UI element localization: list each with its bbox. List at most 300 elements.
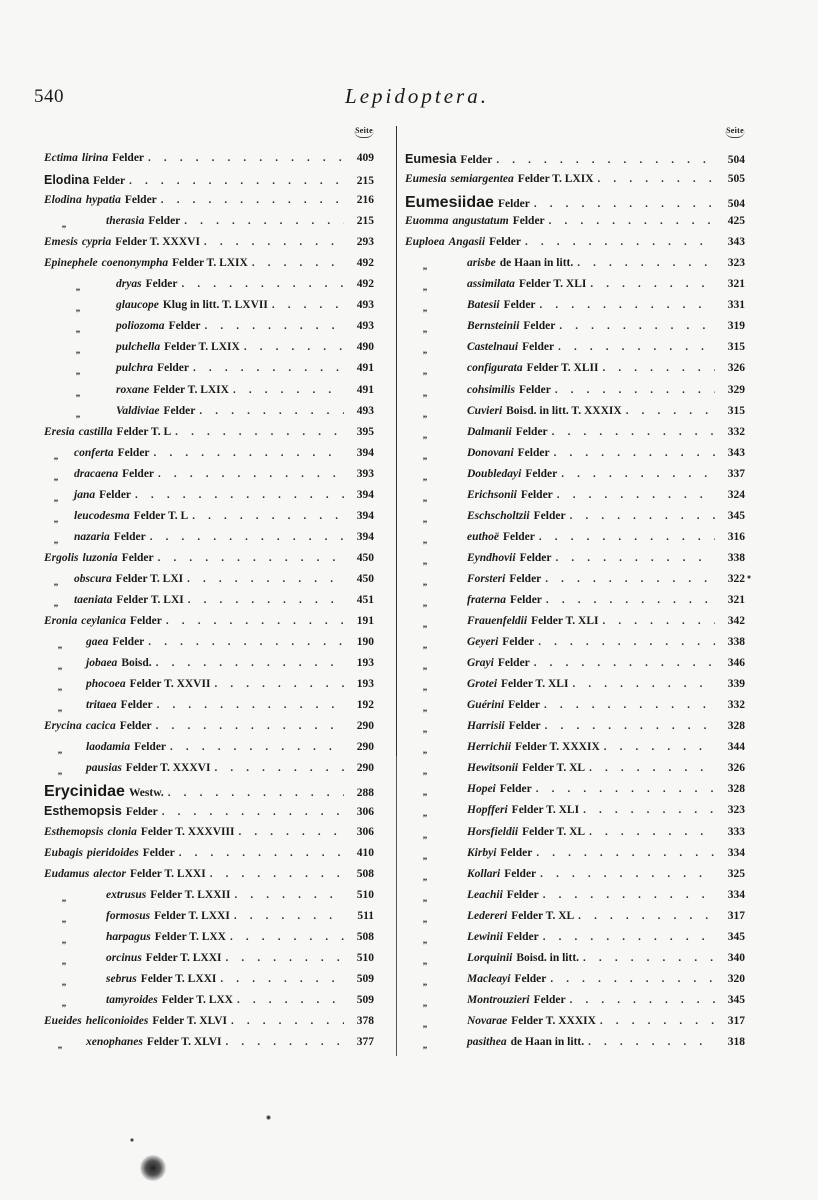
index-entry — [405, 468, 745, 489]
ditto-mark: „ — [53, 597, 59, 608]
ditto-mark: „ — [61, 913, 67, 924]
index-entry — [405, 826, 745, 847]
species-name: laodamia — [86, 741, 131, 754]
entry-label — [44, 320, 201, 335]
ditto-mark: „ — [422, 976, 428, 987]
species-name: Macleayi — [467, 972, 511, 985]
entry-label — [44, 447, 150, 459]
page-reference: 290 — [356, 720, 374, 733]
index-entry — [44, 215, 374, 236]
author-citation: Felder — [497, 198, 530, 211]
author-citation: Felder — [122, 467, 155, 480]
dot-leader — [154, 447, 344, 459]
index-entry — [44, 531, 374, 552]
page-reference: 409 — [356, 152, 374, 164]
entry-label — [405, 973, 546, 985]
dot-leader — [244, 341, 344, 353]
author-citation: Felder — [512, 215, 545, 228]
entry-label — [44, 678, 211, 693]
dot-leader — [214, 762, 344, 774]
index-entry — [44, 952, 374, 973]
index-entry — [44, 552, 374, 573]
dot-leader — [158, 552, 344, 564]
page-reference: 328 — [727, 720, 745, 733]
species-name: Forsteri — [467, 572, 506, 585]
ink-speck — [266, 1115, 271, 1120]
page-reference: 393 — [356, 467, 374, 480]
ditto-mark: „ — [61, 997, 67, 1008]
species-name: therasia — [106, 215, 145, 228]
author-citation: Felder — [503, 299, 536, 312]
page-reference: 492 — [356, 278, 374, 291]
ditto-mark: „ — [422, 850, 428, 861]
species-name: Angasii — [448, 236, 486, 249]
ditto-mark: „ — [422, 934, 428, 945]
page-reference: 319 — [727, 320, 745, 333]
author-citation: Felder T. LXXI — [140, 972, 217, 985]
dot-leader — [550, 973, 715, 985]
index-entry — [405, 447, 745, 468]
entry-label — [405, 531, 535, 543]
author-citation: Felder T. XLI — [501, 678, 569, 691]
entry-label — [405, 362, 599, 377]
genus-name: Eueides — [44, 1014, 82, 1027]
ditto-mark: „ — [75, 408, 81, 419]
index-entry — [44, 489, 374, 510]
species-name: harpagus — [106, 930, 151, 943]
author-citation: Felder — [145, 278, 178, 291]
author-citation: Felder T. XXXIX — [511, 1014, 596, 1027]
index-entry — [405, 910, 745, 931]
author-citation: Felder — [518, 383, 551, 396]
page-reference: 346 — [727, 657, 745, 670]
page-reference: 323 — [727, 804, 745, 817]
species-name: Donovani — [467, 446, 514, 459]
dot-leader — [552, 426, 715, 438]
page-reference: 326 — [727, 362, 745, 375]
index-entry — [44, 973, 374, 994]
index-entry — [44, 320, 374, 341]
entry-label — [44, 847, 175, 859]
index-entry — [405, 173, 745, 194]
dot-leader — [230, 931, 344, 943]
genus-name: Epinephele — [44, 257, 98, 270]
ditto-mark: „ — [422, 619, 428, 630]
entry-label — [44, 173, 125, 187]
page-reference: 493 — [356, 404, 374, 417]
dot-leader — [561, 468, 715, 480]
author-citation: Felder — [99, 488, 132, 501]
genus-name: Elodina — [44, 173, 90, 188]
entry-label — [405, 236, 521, 248]
entry-label — [405, 426, 548, 438]
entry-label — [405, 194, 530, 212]
page-reference: 377 — [356, 1035, 374, 1048]
author-citation: Boisd. — [121, 657, 152, 670]
ditto-mark: „ — [422, 745, 428, 756]
entry-label — [44, 994, 233, 1006]
author-citation: Felder — [142, 846, 175, 859]
entry-label — [405, 552, 552, 564]
ditto-mark: „ — [53, 471, 59, 482]
index-entry — [405, 489, 745, 510]
species-name: Novarae — [467, 1014, 508, 1027]
species-name: Guérini — [467, 699, 505, 712]
index-entry — [44, 741, 374, 762]
species-name: assimilata — [467, 278, 515, 291]
genus-name: Elodina — [44, 194, 82, 207]
species-name: Harrisii — [467, 720, 505, 733]
dot-leader — [496, 154, 715, 166]
ditto-mark: „ — [422, 787, 428, 798]
entry-label — [405, 636, 535, 651]
dot-leader — [540, 868, 715, 880]
index-entry — [44, 826, 374, 847]
entry-label — [44, 405, 195, 417]
species-name: jana — [74, 488, 96, 501]
entry-label — [405, 952, 579, 964]
index-entry — [44, 994, 374, 1015]
entry-label — [405, 215, 545, 227]
index-entry — [44, 594, 374, 615]
ditto-mark: „ — [422, 492, 428, 503]
page-reference: 491 — [356, 362, 374, 375]
author-citation: Felder T. XXXVIII — [140, 825, 235, 838]
ditto-mark: „ — [422, 576, 428, 587]
entry-label — [44, 1015, 227, 1027]
dot-leader — [182, 278, 345, 290]
species-name: gaea — [86, 636, 109, 649]
dot-leader — [214, 678, 344, 690]
author-citation: Felder — [112, 636, 145, 649]
author-citation: Felder — [508, 699, 541, 712]
index-entry — [44, 341, 374, 362]
entry-label — [405, 1036, 584, 1048]
page-reference: 317 — [727, 909, 745, 922]
index-entry — [405, 952, 745, 973]
author-citation: Felder — [509, 572, 542, 585]
entry-label — [44, 299, 268, 314]
page-reference: 324 — [727, 488, 745, 501]
author-citation: Felder — [497, 657, 530, 670]
dot-leader — [220, 973, 344, 985]
index-entry — [405, 741, 745, 762]
ditto-mark: „ — [422, 892, 428, 903]
ditto-mark: „ — [57, 1039, 63, 1050]
ditto-mark: „ — [61, 892, 67, 903]
entry-label — [405, 173, 594, 185]
entry-label — [405, 847, 532, 859]
author-citation: Felder T. L — [133, 509, 189, 522]
ditto-mark: „ — [57, 766, 63, 777]
page-reference: 216 — [356, 194, 374, 207]
species-name: Lewinii — [467, 930, 503, 943]
ditto-mark: „ — [422, 1039, 428, 1050]
page-reference: 394 — [356, 530, 374, 543]
column-divider-lower — [396, 756, 397, 1056]
page-reference: 343 — [727, 446, 745, 459]
author-citation: Felder — [168, 320, 201, 333]
ditto-mark: „ — [57, 745, 63, 756]
author-citation: Felder — [517, 446, 550, 459]
dot-leader — [238, 826, 344, 838]
entry-label — [405, 699, 541, 714]
dot-leader — [578, 910, 715, 922]
page-reference: 504 — [727, 154, 745, 166]
dot-leader — [166, 615, 344, 627]
dot-leader — [554, 447, 715, 459]
author-citation: Felder — [129, 615, 162, 628]
ditto-mark: „ — [53, 450, 59, 461]
ditto-mark: „ — [422, 808, 428, 819]
ditto-mark: „ — [57, 703, 63, 714]
ditto-mark: „ — [422, 597, 428, 608]
entry-label — [405, 741, 600, 756]
index-entry — [405, 889, 745, 910]
page-reference: 325 — [727, 867, 745, 880]
family-name: Eumesiidae — [405, 194, 494, 212]
dot-leader — [192, 510, 344, 522]
entry-label — [44, 826, 234, 838]
dot-leader — [156, 657, 344, 669]
page-reference: 493 — [356, 320, 374, 333]
ditto-mark: „ — [422, 1018, 428, 1029]
page-reference: 337 — [727, 467, 745, 480]
page-reference: 288 — [356, 787, 374, 800]
entry-label — [44, 489, 131, 501]
ditto-mark: „ — [422, 387, 428, 398]
entry-label — [44, 910, 230, 922]
dot-leader — [589, 826, 715, 838]
page-reference: 342 — [727, 615, 745, 628]
index-entry — [405, 362, 745, 383]
author-citation: Felder — [508, 720, 541, 733]
page-reference: 345 — [727, 993, 745, 1006]
dot-leader — [556, 552, 716, 564]
entry-label — [405, 573, 541, 585]
dot-leader — [590, 278, 715, 290]
index-entry — [405, 215, 745, 236]
dot-leader — [572, 678, 715, 690]
page-column-label: Seite — [44, 126, 374, 152]
page-reference: 306 — [356, 806, 374, 819]
ditto-mark: „ — [422, 429, 428, 440]
genus-name: Eubagis — [44, 846, 83, 859]
page-reference: 511 — [357, 909, 374, 922]
entry-label — [405, 489, 553, 501]
page-reference: 329 — [727, 383, 745, 396]
dot-leader — [252, 257, 344, 269]
ditto-mark: „ — [422, 261, 428, 272]
index-entry — [44, 236, 374, 257]
species-name: angustatum — [452, 215, 509, 228]
author-citation: Felder T. XLI — [531, 615, 599, 628]
author-citation: Boisd. in litt. — [516, 951, 580, 964]
ditto-mark: „ — [422, 534, 428, 545]
index-entry — [405, 847, 745, 868]
entry-label — [405, 931, 539, 943]
index-entry — [405, 868, 745, 889]
author-citation: Felder — [506, 930, 539, 943]
index-entry — [405, 678, 745, 699]
ditto-mark: „ — [422, 324, 428, 335]
entry-label — [44, 194, 157, 206]
genus-name: Eumesia — [405, 152, 457, 166]
species-name: orcinus — [106, 951, 142, 964]
page-reference: 318 — [727, 1035, 745, 1048]
genus-name: Eudamus — [44, 867, 90, 880]
author-citation: Felder T. LXXI — [145, 951, 222, 964]
page-reference: 509 — [356, 993, 374, 1006]
dot-leader — [162, 806, 344, 818]
index-entry — [405, 194, 745, 215]
author-citation: Felder — [519, 551, 552, 564]
author-citation: Felder T. XLII — [526, 362, 599, 375]
species-name: Grotei — [467, 678, 498, 691]
species-name: leucodesma — [74, 509, 130, 522]
running-title: Lepidoptera. — [345, 84, 489, 108]
species-name: Geyeri — [467, 636, 499, 649]
dot-leader — [558, 341, 715, 353]
species-name: Ledereri — [467, 909, 508, 922]
page-reference: 492 — [356, 257, 374, 270]
species-name: Cuvieri — [467, 404, 503, 417]
author-citation: Felder — [93, 175, 126, 188]
entry-label — [44, 257, 248, 269]
page-reference: 505 — [727, 173, 745, 186]
index-entry — [44, 657, 374, 678]
index-entry — [405, 762, 745, 783]
author-citation: Felder — [460, 154, 493, 166]
entry-label — [405, 468, 557, 480]
author-citation: Felder — [112, 152, 145, 164]
dot-leader — [158, 468, 344, 480]
species-name: Doubledayi — [467, 467, 522, 480]
ditto-mark: „ — [53, 492, 59, 503]
author-citation: Felder T. XLI — [511, 804, 580, 817]
entry-label — [44, 152, 144, 164]
author-citation: Felder T. XXXVI — [125, 762, 211, 775]
entry-label — [44, 362, 190, 377]
species-name: Frauenfeldii — [467, 615, 528, 628]
entry-label — [44, 762, 211, 777]
genus-name: Emesis — [44, 236, 78, 249]
species-name: configurata — [467, 362, 523, 375]
ditto-mark: „ — [75, 303, 81, 314]
family-name: Erycinidae — [44, 783, 125, 801]
index-entry — [405, 531, 745, 552]
index-entry — [405, 257, 745, 278]
index-entry — [44, 1015, 374, 1036]
page-reference: 315 — [727, 341, 745, 354]
page-reference: 450 — [356, 572, 374, 585]
author-citation: Felder T. XLVI — [146, 1035, 222, 1048]
page-reference: 493 — [356, 299, 374, 312]
entry-label — [405, 868, 536, 880]
ditto-mark: „ — [57, 682, 63, 693]
genus-name: Euploea — [405, 236, 445, 249]
index-entry — [405, 931, 745, 952]
page-reference: 321 — [727, 278, 745, 291]
page-reference: 322 — [727, 572, 745, 585]
page-reference: 215 — [356, 175, 374, 188]
dot-leader — [536, 847, 715, 859]
index-entry — [44, 783, 374, 804]
author-citation: Felder — [148, 215, 181, 228]
entry-label — [44, 636, 145, 651]
dot-leader — [534, 198, 715, 210]
index-entries — [405, 152, 745, 1057]
author-citation: Felder — [124, 194, 157, 207]
ditto-mark: „ — [422, 766, 428, 777]
page-reference: 215 — [356, 215, 374, 228]
page-reference: 504 — [727, 198, 745, 211]
species-name: glaucope — [116, 299, 159, 312]
index-entry — [405, 699, 745, 720]
index-entry — [405, 278, 745, 299]
index-entry — [44, 699, 374, 720]
species-name: tritaea — [86, 699, 117, 712]
index-entry — [405, 804, 745, 825]
dot-leader — [233, 384, 344, 396]
author-citation: Felder — [120, 699, 153, 712]
page-reference: 334 — [727, 846, 745, 859]
ditto-mark: „ — [422, 345, 428, 356]
ditto-mark: „ — [422, 555, 428, 566]
page-column-label: Seite — [405, 126, 745, 152]
genus-name: Ectima — [44, 152, 78, 164]
species-name: dracaena — [74, 467, 119, 480]
ditto-mark: „ — [75, 387, 81, 398]
dot-leader — [188, 594, 344, 606]
index-entry — [405, 573, 745, 594]
page-reference: 332 — [727, 425, 745, 438]
page-reference: 290 — [356, 762, 374, 775]
author-citation: Felder — [514, 972, 547, 985]
dot-leader — [193, 362, 344, 374]
page-reference: 340 — [727, 951, 745, 964]
species-name: coenonympha — [101, 257, 169, 270]
author-citation: Felder — [533, 509, 566, 522]
author-citation: Felder — [522, 341, 555, 354]
entry-label — [44, 804, 158, 818]
index-entry — [405, 152, 745, 173]
dot-leader — [205, 320, 345, 332]
ditto-mark: „ — [422, 871, 428, 882]
entry-label — [405, 299, 536, 314]
index-entry — [405, 236, 745, 257]
author-citation: Felder T. XLI — [518, 278, 587, 291]
dot-leader — [148, 636, 344, 648]
species-name: Hopfferi — [467, 804, 508, 817]
page-reference: 332 — [727, 699, 745, 712]
dot-leader — [577, 257, 715, 269]
index-entry — [405, 299, 745, 320]
ditto-mark: „ — [422, 408, 428, 419]
species-name: pausias — [86, 762, 122, 775]
ditto-mark: „ — [422, 724, 428, 735]
ink-blot — [140, 1155, 166, 1181]
author-citation: Felder T. XL — [522, 762, 586, 775]
dot-leader — [161, 194, 344, 206]
author-citation: Felder T. XL — [511, 909, 575, 922]
dot-leader — [588, 1036, 715, 1048]
author-citation: Felder T. LXX — [154, 930, 226, 943]
entry-label — [405, 615, 599, 630]
species-name: Hopei — [467, 783, 496, 796]
page-reference: 394 — [356, 488, 374, 501]
ditto-mark: „ — [53, 576, 59, 587]
